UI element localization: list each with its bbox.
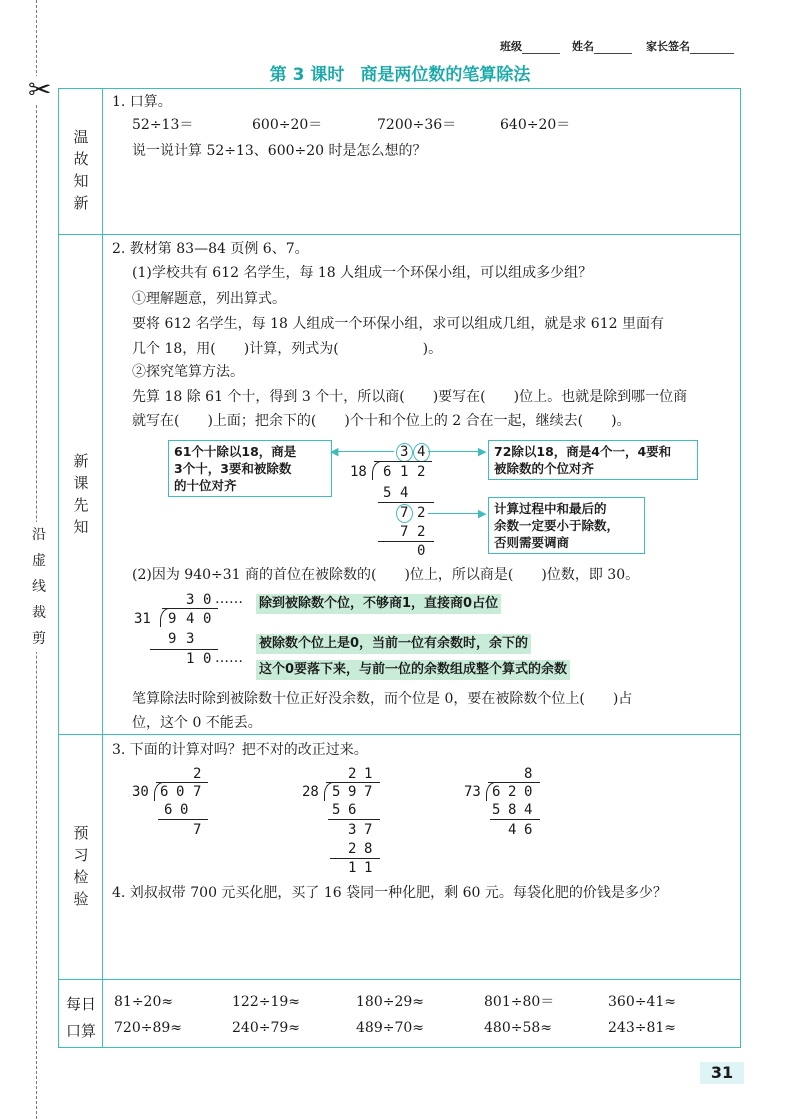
section-label-check: 预习检验 [73, 824, 89, 908]
q2-text: 就写在( )上面；把余下的( )个十和个位上的 2 合在一起，继续去( )。 [132, 413, 631, 429]
parent-sign-field[interactable]: 家长签名 [646, 38, 734, 54]
dots: …… [215, 591, 243, 607]
daily-item: 801÷80＝ [484, 994, 555, 1010]
q2-text: 位，这个 0 不能丢。 [132, 715, 262, 731]
daily-item: 720÷89≈ [114, 1020, 182, 1036]
class-field[interactable]: 班级 [500, 38, 560, 54]
q2-text: (1)学校共有 612 名学生，每 18 人组成一个环保小组，可以组成多少组？ [132, 265, 593, 281]
note-box-tens: 61个十除以18，商是 3个十，3要和被除数 的十位对齐 [168, 440, 332, 497]
q1-question: 说一说计算 52÷13、600÷20 时是怎么想的？ [132, 143, 427, 159]
column-divider [102, 88, 103, 1048]
daily-item: 81÷20≈ [114, 994, 174, 1010]
daily-item: 122÷19≈ [232, 994, 300, 1010]
section-label-preview: 新课先知 [73, 452, 89, 536]
q2-text: 笔算除法时除到被除数十位正好没余数，而个位是 0，要在被除数个位上( )占 [132, 691, 633, 707]
daily-item: 180÷29≈ [356, 994, 424, 1010]
q2-text: ②探究笔算方法。 [132, 364, 244, 380]
q2-text: (2)因为 940÷31 商的首位在被除数的( )位上，所以商是( )位数，即 30。 [132, 567, 640, 583]
divisor: 31 [134, 611, 151, 627]
q2-text: 要将 612 名学生，每 18 人组成一个环保小组，求可以组成几组，就是求 612 里面有 [132, 316, 664, 332]
q2-text: ①理解题意，列出算式。 [132, 291, 286, 307]
quotient-digit: 4 [417, 444, 426, 460]
q1-item: 52÷13＝ [132, 117, 194, 133]
quotient-digit: 3 [400, 444, 409, 460]
note-box-remainder: 计算过程中和最后的 余数一定要小于除数， 否则需要调商 [488, 497, 645, 554]
arrow-head-icon: ▶ [478, 445, 487, 458]
page-title: 第 3 课时 商是两位数的笔算除法 [269, 65, 531, 85]
q2-heading: 2. 教材第 83—84 页例 6、7。 [112, 241, 309, 257]
arrow-head-icon: ◀ [330, 445, 339, 458]
divisor: 18 [350, 464, 367, 480]
dots: …… [215, 650, 243, 666]
arrow-line [336, 451, 394, 452]
arrow-line [428, 513, 482, 514]
highlight-note: 这个0要落下来，与前一位的余数组成整个算式的余数 [256, 660, 570, 680]
arrow-head-icon: ▶ [478, 507, 487, 520]
daily-item: 360÷41≈ [608, 994, 676, 1010]
scissors-icon: ✂ [28, 73, 52, 106]
arrow-line [428, 451, 482, 452]
quotient-digit: 0 [203, 592, 212, 608]
highlight-note: 除到被除数个位，不够商1，直接商0占位 [256, 594, 501, 614]
quotient-digit: 3 [186, 592, 195, 608]
q2-text: 几个 18，用( )计算，列式为( )。 [132, 341, 443, 357]
daily-item: 480÷58≈ [484, 1020, 552, 1036]
cut-label: 沿虚线裁剪 [31, 522, 47, 652]
daily-item: 243÷81≈ [608, 1020, 676, 1036]
q4-text: 4. 刘叔叔带 700 元买化肥，买了 16 袋同一种化肥，剩 60 元。每袋化肥的价钱是多少？ [112, 885, 667, 901]
note-box-ones: 72除以18，商是4个一，4要和 被除数的个位对齐 [488, 440, 698, 480]
q1-item: 640÷20＝ [500, 117, 571, 133]
name-field[interactable]: 姓名 [572, 38, 632, 54]
q2-text: 先算 18 除 61 个十，得到 3 个十，所以商( )要写在( )位上。也就是除到哪一位商 [132, 389, 688, 405]
page-number: 31 [700, 1062, 744, 1084]
section-label-daily: 每日口算 [65, 995, 96, 1040]
daily-item: 240÷79≈ [232, 1020, 300, 1036]
section-label-review: 温故知新 [73, 128, 89, 212]
q1-heading: 1. 口算。 [112, 94, 172, 110]
daily-item: 489÷70≈ [356, 1020, 424, 1036]
highlight-note: 被除数个位上是0，当前一位有余数时，余下的 [256, 634, 531, 654]
q1-item: 600÷20＝ [252, 117, 323, 133]
q3-heading: 3. 下面的计算对吗？把不对的改正过来。 [112, 742, 368, 758]
q1-item: 7200÷36＝ [377, 117, 457, 133]
